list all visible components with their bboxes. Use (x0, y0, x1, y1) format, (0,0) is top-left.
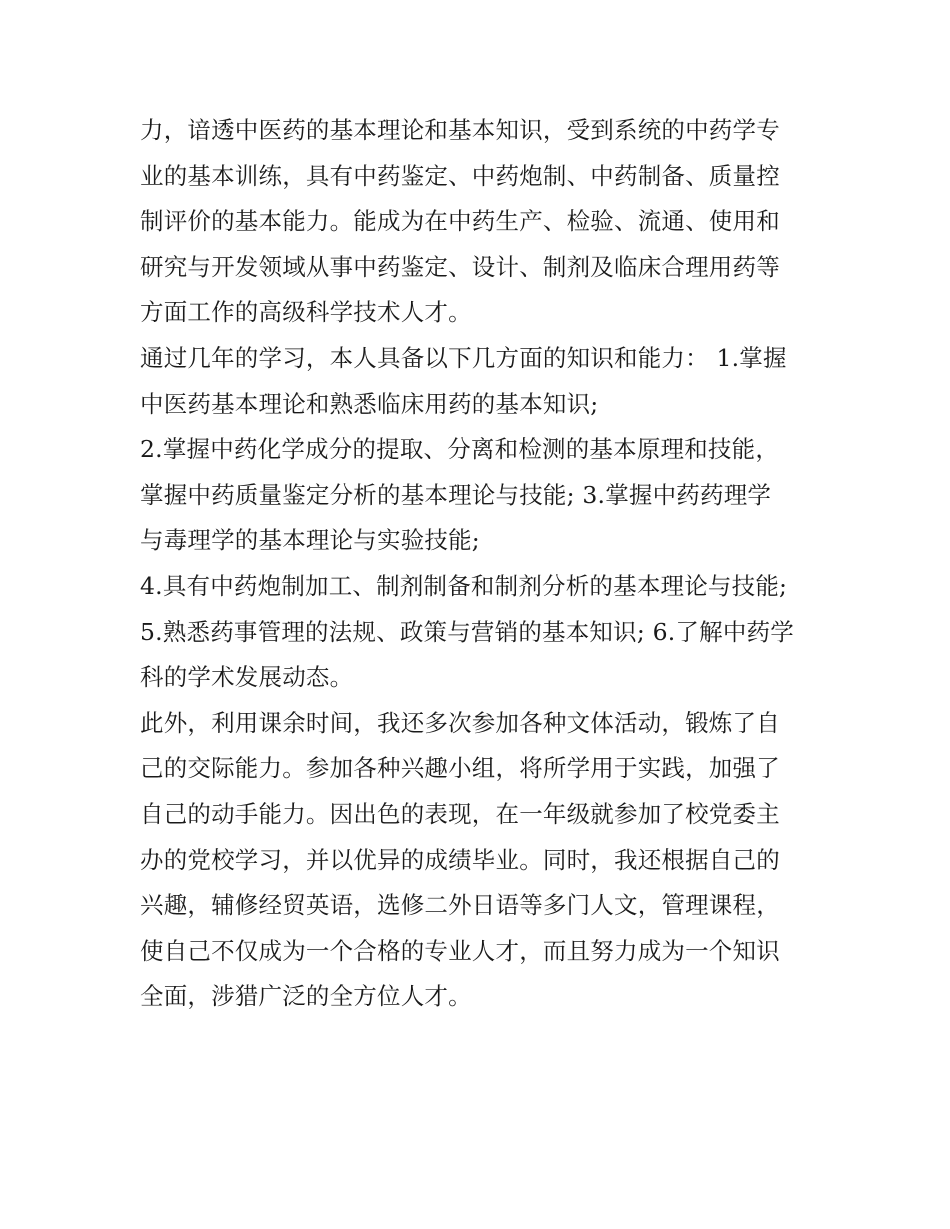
text-line: 使自己不仅成为一个合格的专业人才，而且努力成为一个知识 (140, 936, 780, 965)
text-line: 办的党校学习，并以优异的成绩毕业。同时，我还根据自己的 (140, 845, 780, 874)
text-line: 5.熟悉药事管理的法规、政策与营销的基本知识; 6.了解中药学 (140, 617, 794, 646)
document-body (140, 108, 820, 1020)
text-line: 与毒理学的基本理论与实验技能; (140, 526, 480, 555)
text-line: 制评价的基本能力。能成为在中药生产、检验、流通、使用和 (140, 207, 780, 236)
text-line: 兴趣，辅修经贸英语，选修二外日语等多门人文，管理课程， (140, 891, 780, 920)
text-line: 全面，涉猎广泛的全方位人才。 (140, 982, 472, 1011)
text-line: 业的基本训练，具有中药鉴定、中药炮制、中药制备、质量控 (140, 161, 780, 190)
text-line: 己的交际能力。参加各种兴趣小组，将所学用于实践，加强了 (140, 754, 780, 783)
text-line: 自己的动手能力。因出色的表现，在一年级就参加了校党委主 (140, 799, 780, 828)
text-line: 中医药基本理论和熟悉临床用药的基本知识; (140, 389, 599, 418)
text-line: 4.具有中药炮制加工、制剂制备和制剂分析的基本理论与技能; (140, 571, 788, 600)
text-line: 方面工作的高级科学技术人才。 (140, 298, 472, 327)
text-line: 力，谙透中医药的基本理论和基本知识，受到系统的中药学专 (140, 116, 780, 144)
text-line: 掌握中药质量鉴定分析的基本理论与技能; 3.掌握中药药理学 (140, 480, 772, 509)
text-line: 研究与开发领域从事中药鉴定、设计、制剂及临床合理用药等 (140, 252, 780, 281)
text-line: 科的学术发展动态。 (140, 663, 354, 692)
text-line: 通过几年的学习，本人具备以下几方面的知识和能力： 1.掌握 (140, 343, 787, 372)
text-line: 此外，利用课余时间，我还多次参加各种文体活动，锻炼了自 (140, 708, 780, 737)
text-line: 2.掌握中药化学成分的提取、分离和检测的基本原理和技能， (140, 435, 780, 464)
